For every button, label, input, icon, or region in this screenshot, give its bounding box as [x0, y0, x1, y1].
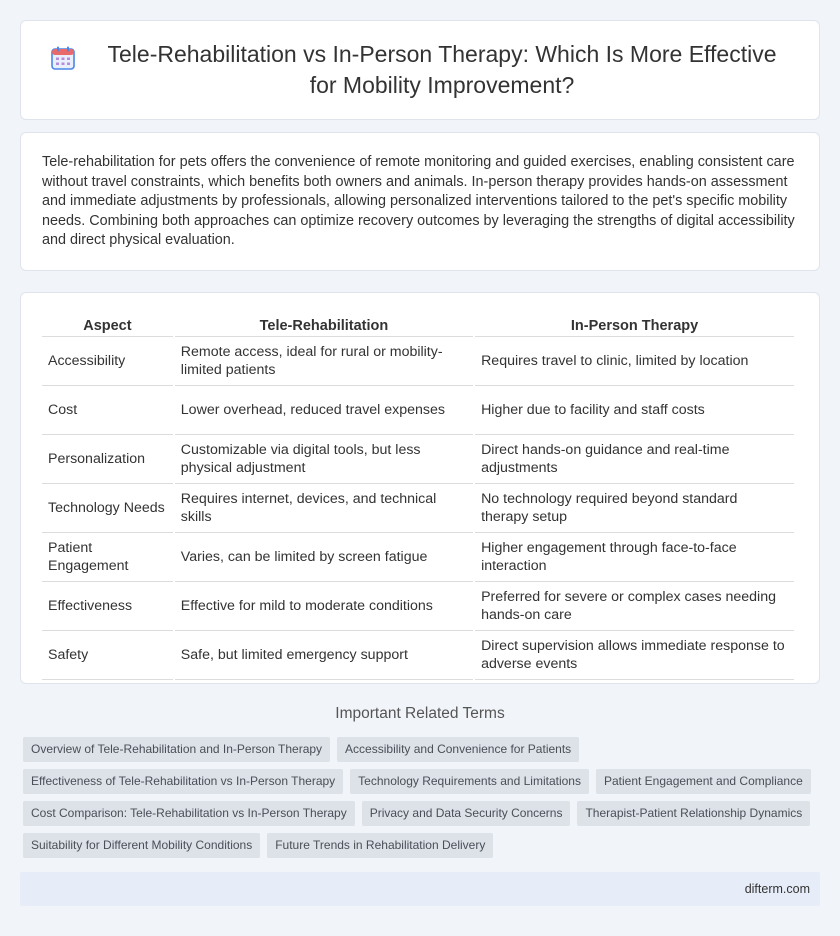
table-cell: Technology Needs: [42, 484, 173, 533]
table-cell: Cost: [42, 386, 173, 435]
tag-row: [23, 801, 823, 826]
related-term-tag[interactable]: Future Trends in Rehabilitation Delivery: [267, 833, 493, 858]
related-term-tag[interactable]: Therapist-Patient Relationship Dynamics: [577, 801, 810, 826]
table-header-row: [42, 311, 794, 337]
table-cell: Accessibility: [42, 337, 173, 386]
table-row: [42, 337, 794, 386]
table-header-aspect: Aspect: [42, 311, 173, 337]
related-term-tag[interactable]: Overview of Tele-Rehabilitation and In-Person Therapy: [23, 737, 330, 762]
table-row: [42, 631, 794, 680]
page-title: Tele-Rehabilitation vs In-Person Therapy: Which Is More Effective for Mobility Improvement?: [107, 41, 777, 98]
table-cell: Personalization: [42, 435, 173, 484]
table-cell: Direct hands-on guidance and real-time adjustments: [475, 435, 794, 484]
related-term-tag[interactable]: Cost Comparison: Tele-Rehabilitation vs In-Person Therapy: [23, 801, 355, 826]
tag-row: [23, 769, 823, 794]
table-cell: Higher engagement through face-to-face interaction: [475, 533, 794, 582]
tag-row: [23, 737, 823, 762]
tag-row: [23, 833, 823, 858]
table-cell: Patient Engagement: [42, 533, 173, 582]
table-row: [42, 435, 794, 484]
table-cell: Safety: [42, 631, 173, 680]
intro-card: [20, 132, 820, 271]
related-term-tag[interactable]: Suitability for Different Mobility Conditions: [23, 833, 260, 858]
related-term-tag[interactable]: Privacy and Data Security Concerns: [362, 801, 571, 826]
table-cell: Varies, can be limited by screen fatigue: [175, 533, 473, 582]
table-cell: Customizable via digital tools, but less physical adjustment: [175, 435, 473, 484]
table-cell: Safe, but limited emergency support: [175, 631, 473, 680]
table-cell: No technology required beyond standard therapy setup: [475, 484, 794, 533]
related-term-tag[interactable]: Patient Engagement and Compliance: [596, 769, 811, 794]
table-row: [42, 386, 794, 435]
table-cell: Direct supervision allows immediate response to adverse events: [475, 631, 794, 680]
table-cell: Higher due to facility and staff costs: [475, 386, 794, 435]
table-cell: Requires internet, devices, and technical skills: [175, 484, 473, 533]
related-term-tag[interactable]: Effectiveness of Tele-Rehabilitation vs In-Person Therapy: [23, 769, 343, 794]
footer-site-link[interactable]: difterm.com: [744, 882, 810, 896]
footer: [20, 872, 820, 906]
related-term-tag[interactable]: Technology Requirements and Limitations: [350, 769, 589, 794]
table-cell: Preferred for severe or complex cases needing hands-on care: [475, 582, 794, 631]
related-terms-list: [23, 737, 823, 865]
intro-paragraph: Tele-rehabilitation for pets offers the convenience of remote monitoring and guided exercises, enabling consistent care without travel constraints, which benefits both owners and animals. In-person therapy provides hands-on assessment and immediate adjustments by professionals, allowing personalized interventions tailored to the pet's specific mobility needs. Combining both approaches can optimize recovery outcomes by leveraging the strengths of digital accessibility and direct physical evaluation.: [42, 154, 795, 248]
table-header-inperson: In-Person Therapy: [475, 311, 794, 337]
calendar-icon: [50, 45, 76, 71]
comparison-table: [40, 311, 796, 680]
table-row: [42, 533, 794, 582]
table-cell: Effective for mild to moderate conditions: [175, 582, 473, 631]
comparison-table-card: [20, 292, 820, 684]
table-row: [42, 484, 794, 533]
table-cell: Remote access, ideal for rural or mobility-limited patients: [175, 337, 473, 386]
related-terms-heading: Important Related Terms: [335, 705, 505, 722]
table-cell: Effectiveness: [42, 582, 173, 631]
related-term-tag[interactable]: Accessibility and Convenience for Patients: [337, 737, 579, 762]
table-row: [42, 582, 794, 631]
table-cell: Lower overhead, reduced travel expenses: [175, 386, 473, 435]
title-card: [20, 20, 820, 120]
table-header-tele: Tele-Rehabilitation: [175, 311, 473, 337]
table-cell: Requires travel to clinic, limited by location: [475, 337, 794, 386]
